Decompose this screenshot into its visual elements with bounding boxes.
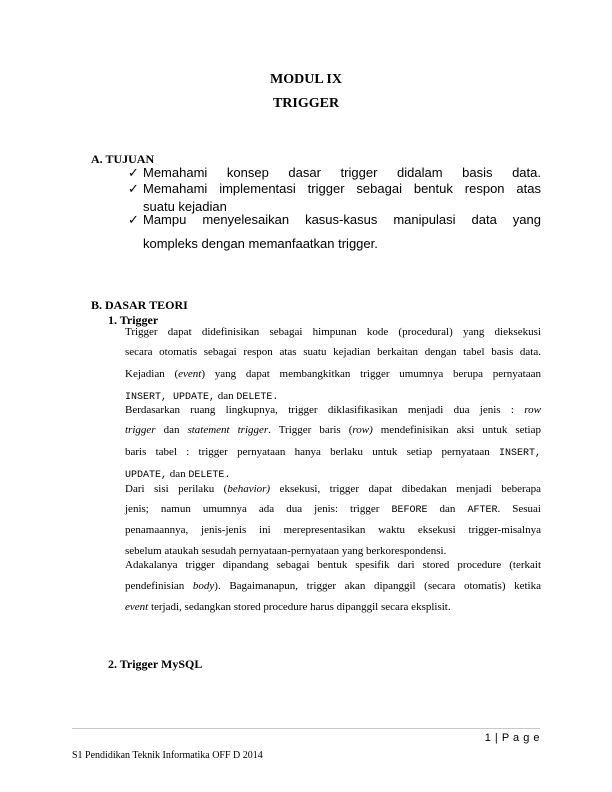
text: . Trigger baris ( (268, 424, 353, 436)
page-subtitle: TRIGGER (272, 96, 340, 111)
text: ). Bagaimanapun, trigger akan dipanggil (secara otomatis) ketika (214, 580, 541, 592)
check-icon: ✓ (128, 181, 139, 196)
paragraph-line (125, 580, 541, 592)
code-text: INSERT, UPDATE, (125, 392, 216, 403)
paragraph-line: secara otomatis sebagai respon atas suatu kejadian berkaitan dengan tabel basis data. (125, 346, 541, 358)
text: mendefinisikan aksi untuk setiap (372, 424, 541, 436)
section-b-heading: B. DASAR TEORI (91, 298, 188, 312)
text: baris tabel : trigger pernyataan hanya berlaku untuk setiap pernyataan (125, 446, 499, 458)
paragraph-line (125, 390, 541, 403)
text: pendefinisian (125, 580, 193, 592)
text: ) yang dapat membangkitkan trigger umumnya berupa pernyataan (201, 368, 541, 380)
text: dan (155, 424, 188, 436)
italic-text: trigger (125, 424, 156, 436)
code-text: AFTER (467, 505, 498, 516)
text: dan (215, 390, 237, 402)
objective-3: Mampu menyelesaikan kasus-kasus manipulasi data yang (143, 212, 541, 227)
text: Dari sisi perilaku ( (125, 483, 228, 495)
text: eksekusi, trigger dapat dibedakan menjadi beberapa (270, 483, 541, 495)
paragraph-line (125, 404, 541, 416)
objective-3-cont: kompleks dengan memanfaatkan trigger. (143, 236, 378, 251)
footer-text: S1 Pendidikan Teknik Informatika OFF D 2014 (72, 750, 263, 761)
paragraph-line: Adakalanya trigger dipandang sebagai bentuk spesifik dari stored procedure (terkait (125, 559, 541, 571)
italic-text: row) (352, 424, 373, 436)
paragraph-line (125, 483, 541, 495)
paragraph-line: Trigger dapat didefinisikan sebagai himpunan kode (procedural) yang dieksekusi (125, 326, 541, 338)
paragraph-line: penamaannya, jenis-jenis ini merepresentasikan waktu eksekusi trigger-misalnya (125, 524, 541, 536)
paragraph-line (125, 601, 541, 613)
subsection-trigger: 1. Trigger (108, 313, 159, 327)
paragraph-line: sebelum ataukah sesudah pernyataan-pernyataan yang berkorespondensi. (125, 545, 447, 557)
text: Berdasarkan ruang lingkupnya, trigger diklasifikasikan menjadi dua jenis : (125, 404, 525, 416)
text: jenis; namun umumnya ada dua jenis: trigger (125, 503, 392, 515)
code-text: UPDATE, (125, 470, 168, 481)
objective-1: Memahami konsep dasar trigger didalam basis data. (143, 165, 541, 180)
section-a-heading: A. TUJUAN (91, 152, 155, 166)
paragraph-line (125, 446, 541, 459)
italic-text: event (178, 368, 202, 380)
italic-text: behavior) (227, 483, 271, 495)
italic-text: statement trigger (187, 424, 269, 436)
code-text: BEFORE (391, 505, 428, 516)
italic-text: body (192, 580, 215, 592)
code-text: DELETE. (188, 470, 231, 481)
text: terjadi, sedangkan stored procedure harus dipanggil secara eksplisit. (148, 601, 451, 613)
paragraph-line (125, 468, 541, 481)
footer-divider (72, 728, 540, 729)
objective-2: Memahami implementasi trigger sebagai bentuk respon atas (143, 181, 541, 196)
text: Kejadian ( (125, 368, 179, 380)
page-title: MODUL IX (270, 72, 342, 87)
text: dan (167, 468, 189, 480)
check-icon: ✓ (128, 212, 139, 227)
code-text: INSERT, (498, 448, 541, 459)
text: dan (427, 503, 468, 515)
objective-2-cont: suatu kejadian (143, 199, 227, 214)
page-number: 1 | P a g e (484, 732, 540, 744)
paragraph-line (125, 424, 541, 436)
paragraph-line (125, 368, 541, 380)
italic-text: row (524, 404, 541, 416)
italic-text: event (125, 601, 149, 613)
check-icon: ✓ (128, 165, 139, 180)
subsection-trigger-mysql: 2. Trigger MySQL (108, 657, 203, 671)
code-text: DELETE. (236, 392, 279, 403)
text: . Sesuai (497, 503, 541, 515)
paragraph-line (125, 503, 541, 516)
